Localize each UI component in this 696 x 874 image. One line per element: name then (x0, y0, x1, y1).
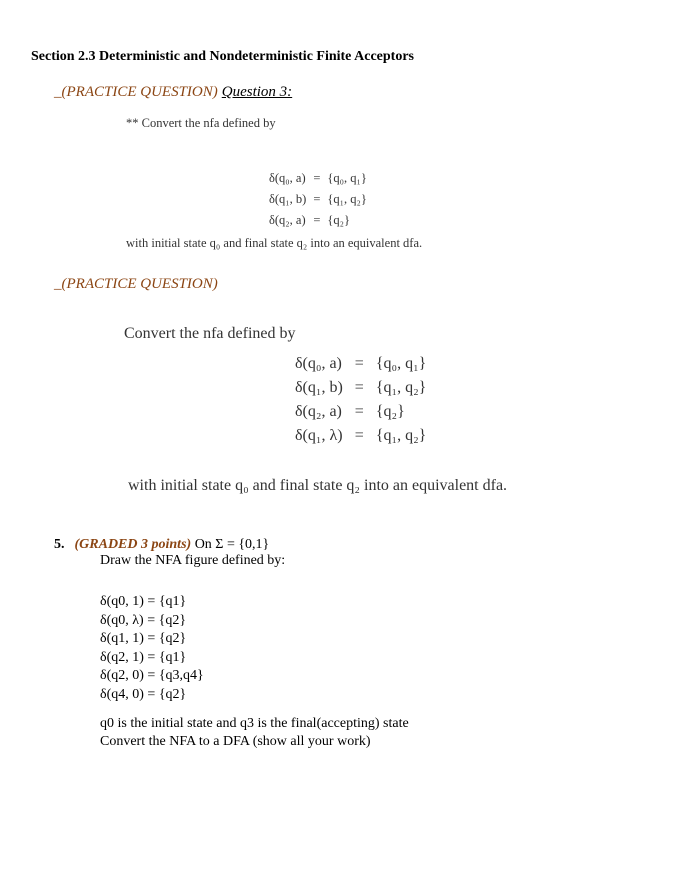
transition-line: δ(q4, 0) = {q2} (100, 686, 187, 702)
transition-rhs: {q₂} (375, 403, 405, 420)
equals-sign: = (354, 355, 364, 372)
question-5-instruction: Draw the NFA figure defined by: (100, 553, 286, 568)
question-number: 5. (54, 537, 65, 552)
transition-lhs: δ(q₁, b) (269, 192, 307, 206)
question-3-label: Question 3: (221, 84, 293, 100)
question-5-heading (54, 537, 269, 553)
equals-sign: = (354, 379, 364, 396)
section-title: Section 2.3 Deterministic and Nondeterministic Finite Acceptors (31, 49, 414, 64)
equals-sign: = (313, 213, 321, 227)
transition-lhs: δ(q₀, a) (295, 355, 342, 372)
transition-rhs: {q₀, q₁} (375, 355, 427, 372)
states-note: q0 is the initial state and q3 is the final(accepting) state (100, 716, 409, 731)
practice-2-transition-table (295, 352, 426, 448)
transition-row (269, 210, 367, 231)
transition-rhs: {q₁, q₂} (375, 379, 427, 396)
transition-line: δ(q1, 1) = {q2} (100, 631, 187, 646)
transition-rhs: {q₁, q₂} (375, 427, 427, 444)
question-5-transition-list (100, 593, 204, 704)
transition-row (295, 400, 426, 424)
transition-line: δ(q0, λ) = {q2} (100, 612, 187, 628)
transition-rhs: {q₂} (327, 213, 350, 227)
transition-lhs: δ(q₀, a) (269, 171, 306, 185)
practice-question-1-heading (54, 84, 292, 101)
transition-row (269, 168, 367, 189)
transition-rhs: {q₁, q₂} (327, 192, 367, 206)
practice-1-intro: ** Convert the nfa defined by (126, 116, 276, 130)
transition-lhs: δ(q₁, b) (295, 379, 343, 396)
practice-2-outro: with initial state q₀ and final state q₂ into an equivalent dfa. (128, 477, 508, 494)
transition-lhs: δ(q₂, a) (269, 213, 306, 227)
convert-note: Convert the NFA to a DFA (show all your work) (100, 734, 371, 749)
practice-1-transition-table (269, 168, 367, 231)
transition-line: δ(q2, 0) = {q3,q4} (100, 668, 204, 683)
transition-row (295, 424, 426, 448)
alphabet-definition: On Σ = {0,1} (194, 537, 270, 552)
equals-sign: = (313, 192, 321, 206)
transition-line: δ(q2, 1) = {q1} (100, 649, 187, 665)
transition-line: δ(q0, 1) = {q1} (100, 594, 187, 609)
equals-sign: = (354, 403, 364, 420)
practice-1-outro: with initial state q₀ and final state q₂ into an equivalent dfa. (126, 236, 423, 250)
equals-sign: = (313, 171, 321, 185)
transition-rhs: {q₀, q₁} (327, 171, 367, 185)
transition-row (269, 189, 367, 210)
practice-tag: _(PRACTICE QUESTION) (54, 84, 218, 100)
transition-row (295, 352, 426, 376)
graded-points-label: (GRADED 3 points) (74, 537, 192, 552)
practice-question-2-heading: _(PRACTICE QUESTION) (54, 276, 218, 292)
transition-lhs: δ(q₁, λ) (295, 427, 343, 444)
transition-lhs: δ(q₂, a) (295, 403, 342, 420)
transition-row (295, 376, 426, 400)
equals-sign: = (354, 427, 364, 444)
practice-2-intro: Convert the nfa defined by (124, 325, 296, 342)
